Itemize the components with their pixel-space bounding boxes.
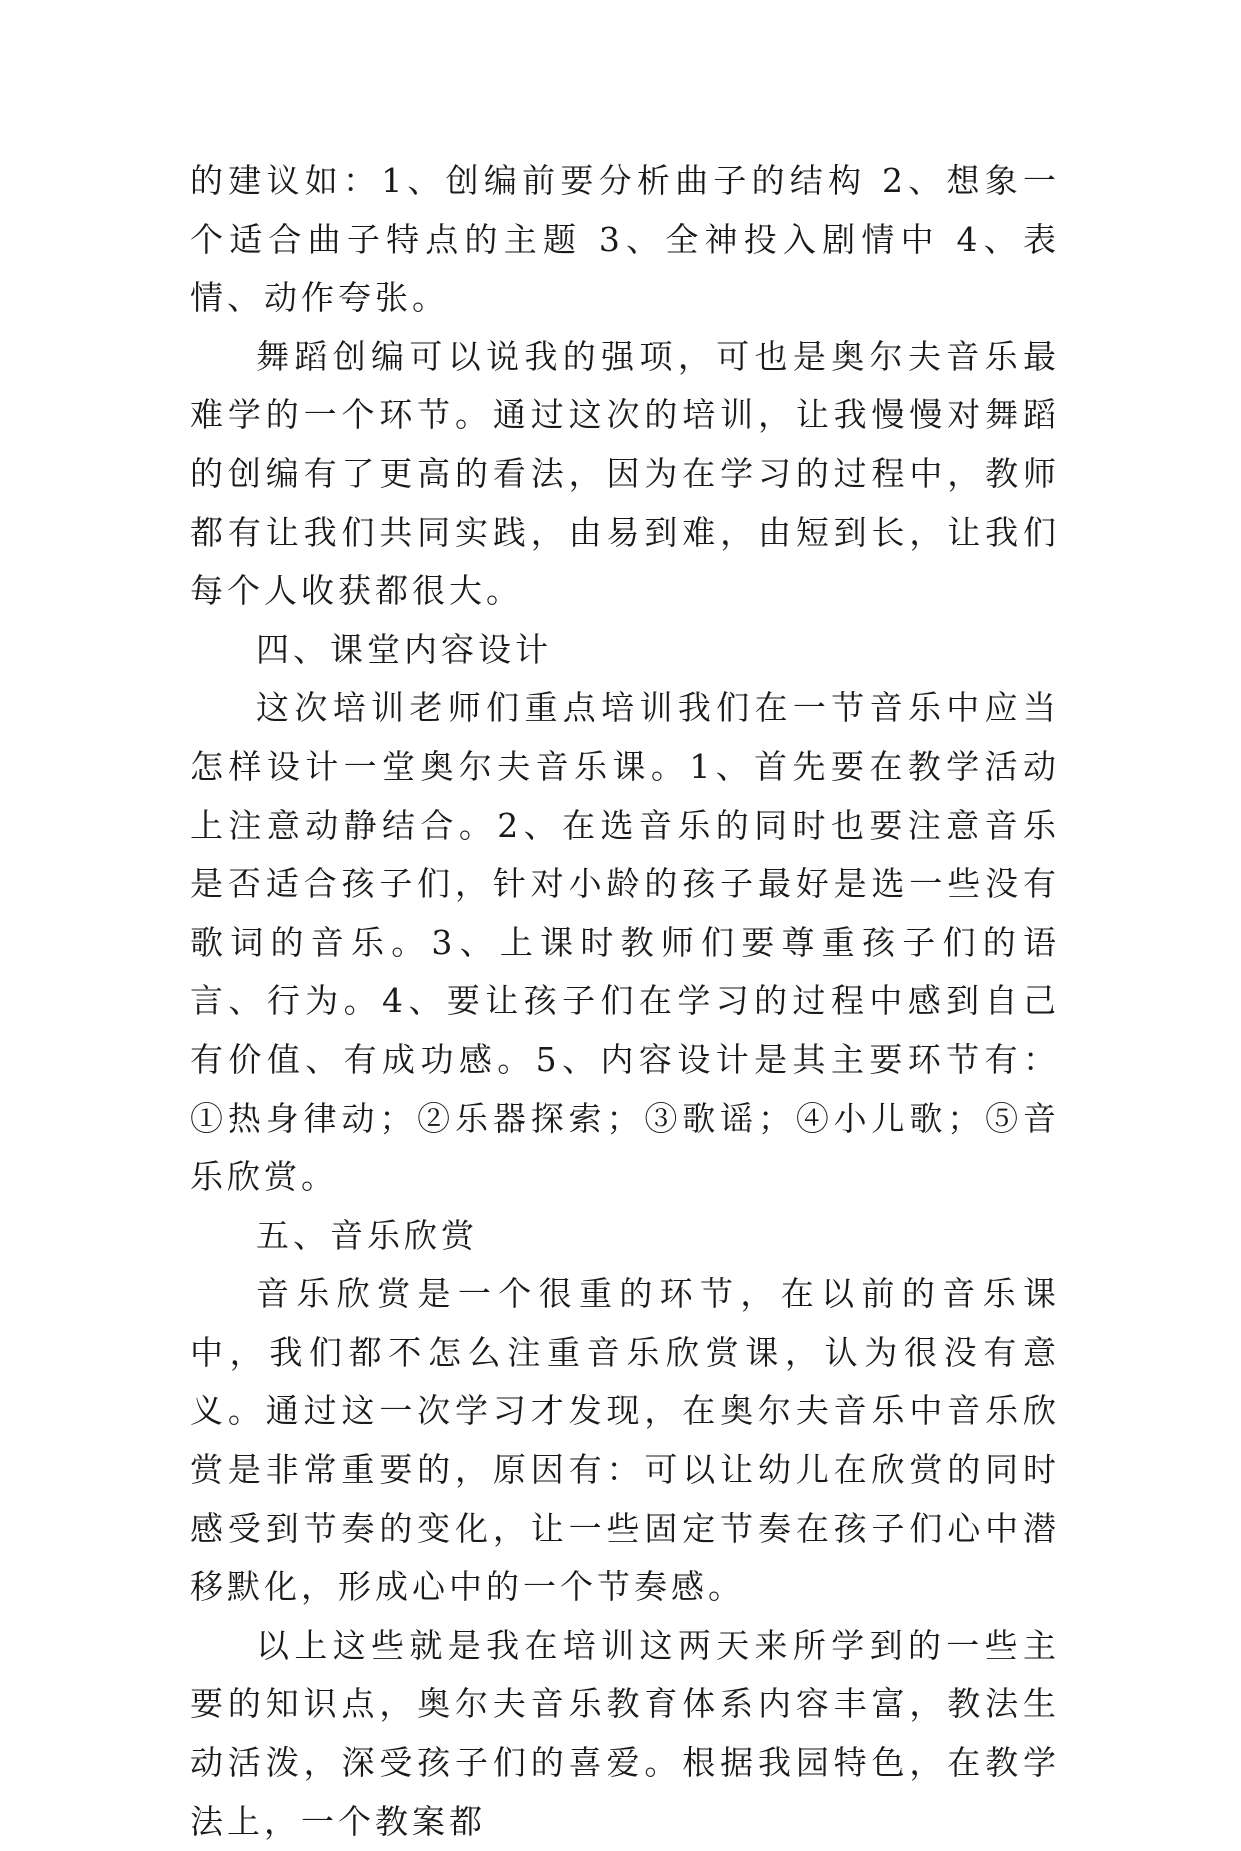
section-heading-music-appreciation: 五、音乐欣赏: [256, 1215, 478, 1255]
paragraph-lesson-design: 这次培训老师们重点培训我们在一节音乐中应当怎样设计一堂奥尔夫音乐课。1、首先要在教学活动上注意动静结合。2、在选音乐的同时也要注意音乐是否适合孩子们，针对小龄的孩子最好是选一些没有歌词的音乐。3、上课时教师们要尊重孩子们的语言、行为。4、要让孩子们在学习的过程中感到自己有价值、有成功感。5、内容设计是其主要环节有：①热身律动；②乐器探索；③歌谣；④小儿歌；⑤音乐欣赏。: [190, 688, 1060, 1197]
paragraph-summary: 以上这些就是我在培训这两天来所学到的一些主要的知识点，奥尔夫音乐教育体系内容丰富，教法生动活泼，深受孩子们的喜爱。根据我园特色，在教学法上，一个教案都: [190, 1625, 1060, 1841]
section-heading-lesson-design: 四、课堂内容设计: [256, 629, 552, 669]
document-body: [190, 152, 1060, 1851]
paragraph-continuation: 的建议如：1、创编前要分析曲子的结构 2、想象一个适合曲子特点的主题 3、全神投入剧情中 4、表情、动作夸张。: [190, 161, 1060, 318]
paragraph-dance-choreography: 舞蹈创编可以说我的强项，可也是奥尔夫音乐最难学的一个环节。通过这次的培训，让我慢慢对舞蹈的创编有了更高的看法，因为在学习的过程中，教师都有让我们共同实践，由易到难，由短到长，让我们每个人收获都很大。: [190, 336, 1060, 611]
paragraph-music-appreciation: 音乐欣赏是一个很重的环节，在以前的音乐课中，我们都不怎么注重音乐欣赏课，认为很没有意义。通过这一次学习才发现，在奥尔夫音乐中音乐欣赏是非常重要的，原因有：可以让幼儿在欣赏的同时感受到节奏的变化，让一些固定节奏在孩子们心中潜移默化，形成心中的一个节奏感。: [190, 1274, 1060, 1607]
